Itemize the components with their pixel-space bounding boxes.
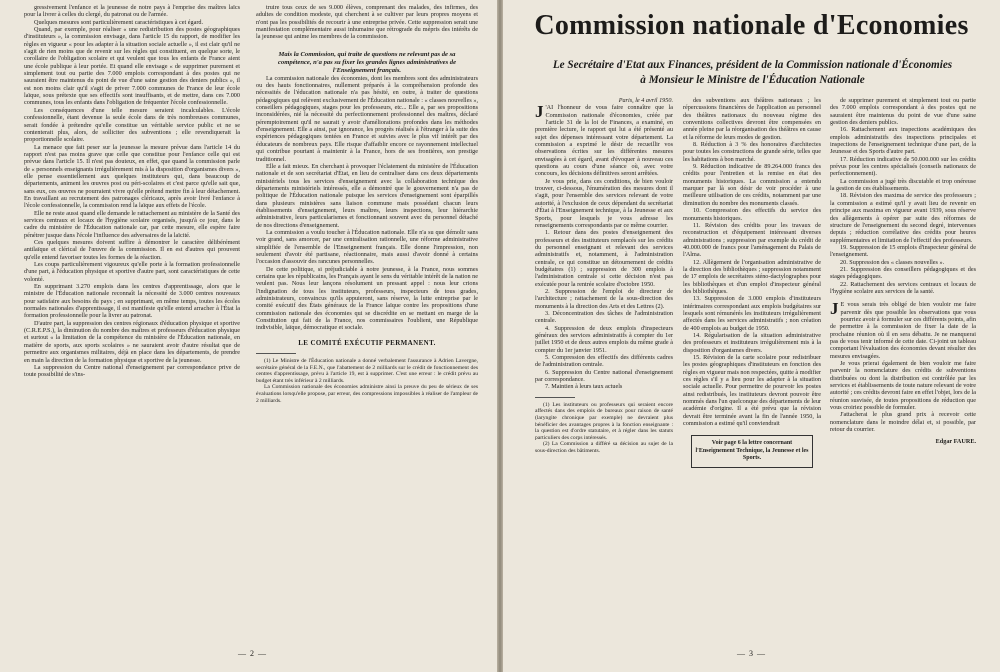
- right-column-3: [830, 97, 976, 645]
- footnote-divider: [256, 353, 296, 354]
- paragraph: D'autre part, la suppression des centres régionaux d'éducation physique et sportive (C.R.E.P.S.), la diminution du nombre des maîtres et professeurs d'éducation physique et surtout « la limitation de la compétence du ministère de l'Éducation nationale, en matière de sports, aux sports scolaires » ne sauraient avoir d'autre résultat que de permettre aux organismes militaires, déjà en place dans les départements, de prendre en main la direction de la formation physique et sportive de la jeunesse.: [24, 319, 240, 364]
- footnote: (1) Le Ministre de l'Éducation nationale a donné verbalement l'assurance à Adrien Lavergne, secrétaire général de la F.E.N., que l'abattement de 2 milliards sur le crédit de fonctionnement des centres d'apprentissage, prévu à l'article 19, est à supprimer. C'est une erreur : le crédit prévu au budget étant très inférieur à 2 milliards.: [256, 358, 478, 384]
- paragraph: 22. Rattachement des services centraux et locaux de l'hygiène scolaire aux services de la santé.: [830, 280, 976, 295]
- paragraph: En supprimant 3.270 emplois dans les centres d'apprentissage, alors que le ministre de l'Éducation nationale reconnaît la nécessité de 3.000 centres nouveaux pour satisfaire aux besoins du pays ; en supprimant, en même temps, toutes les écoles normales nationales d'apprentissage, il est manifeste qu'elle entend arracher à l'État la formation professionnelle pour la livrer au patronat.: [24, 283, 240, 320]
- paragraph: La menace que fait peser sur la jeunesse la mesure prévue dans l'article 14 du rapport n'est pas moins grave que celle que constitue pour l'enfance celle qui est prévue dans l'article 15. Il n'est pas douteux, en effet, que quand la commission parle de « personnels enseignants irrégulièrement mis à la disposition d'organismes divers », elle pense essentiellement aux quelques instituteurs qui, dans beaucoup de départements, animent les œuvres post ou péri-scolaires et c'est parce qu'elle sait que, sans eux, ces œuvres ne pourraient vivre qu'elle prétend mettre fin à leur détachement. En travaillant au recrutement des patronages cléricaux, après avoir livré l'enfance à l'école confessionnelle, la commission rend la laïque aux effets de l'école.: [24, 143, 240, 210]
- subtitle-line-1: Le Secrétaire d'Etat aux Finances, président de la Commission nationale d'Économies: [552, 59, 953, 71]
- page-number-left: — 2 —: [238, 649, 267, 658]
- paragraph: Quelques mesures sont particulièrement caractéristiques à cet égard.: [34, 18, 204, 26]
- paragraph: La commission a voulu toucher à l'Éducation nationale. Elle n'a su que démolir sans voir grand, sans amorcer, par une centralisation rationnelle, une réforme administrative simplifiée de l'ensemble de l'Enseignement français. Elle donne l'impression, non seulement d'avoir été partisane, réactionnaire, mais aussi d'avoir donné à certains l'occasion d'assouvir des rancunes personnelles.: [256, 228, 478, 266]
- footnote: (1) Les instituteurs ou professeurs qui seraient encore affectés dans des emplois de bureaux pour raison de santé (laryngite chronique par exemple) ne devraient plus bénéficier des avantages propres à la fonction enseignante : la question est d'ordre statutaire, et à régler dans les statuts particuliers des corps intéressés.: [535, 401, 673, 441]
- dateline: Paris, le 4 avril 1950.: [618, 97, 673, 104]
- paragraph: 14. Régularisation de la situation administrative des professeurs et instituteurs irrégulièrement mis à la disposition d'organismes divers.: [683, 332, 821, 354]
- paragraph: gressivement l'enfance et la jeunesse de notre pays à l'emprise des maîtres laïcs pour la livrer à celles du clergé, du patronat ou de l'armée.: [24, 4, 240, 19]
- paragraph: 12. Allègement de l'organisation administrative de la direction des bibliothèques ; suppression notamment de 17 emplois de secrétaires sténo-dactylographes pour les bibliothèques et d'un emploi d'inspecteur général des bibliothèques.: [683, 258, 821, 295]
- page-title: Commission nationale d'Economies: [534, 10, 969, 41]
- paragraph: 5. Compression des effectifs des différents cadres de l'administration centrale.: [535, 354, 673, 369]
- paragraph: 3. Déconcentration des tâches de l'administration centrale.: [535, 309, 673, 325]
- paragraph: Les coups particulièrement vigoureux qu'elle porte à la formation professionnelle d'une part, à l'éducation physique et sportive d'autre part, sont caractéristiques de cette volonté.: [24, 261, 240, 283]
- paragraph: truire tous ceux de ses 9.000 élèves, comprenant des malades, des infirmes, des adultes de condition modeste, qui cherchent à se cultiver par leurs propres moyens et n'ont pas les possibilités de recourir à une entreprise privée. Cette suppression serait une manifestation complémentaire aussi inhumaine que rétrograde du mépris des intérêts de la jeunesse qui anime les membres de la commission.: [256, 4, 478, 41]
- left-column-2: [256, 4, 478, 649]
- paragraph: 21. Suppression des conseillers pédagogiques et des stages pédagogiques.: [830, 265, 976, 281]
- paragraph: 8. Réduction à 3 % des honoraires d'architectes pour toutes les constructions de grande série, telles que les habitations à bon marché.: [683, 141, 821, 163]
- paragraph: La suppression du Centre national d'enseignement par correspondance prive de toute possibilité de s'ins-: [24, 363, 240, 379]
- footnote-divider: [535, 397, 575, 398]
- signatory-committee: LE COMITÉ EXÉCUTIF PERMANENT.: [298, 338, 436, 347]
- paragraph: 17. Réduction indicative de 50.000.000 sur les crédits prévus pour les centres spécialisés (conseils nationaux de perfectionnement).: [830, 155, 976, 178]
- right-page: [503, 0, 1000, 672]
- paragraph: Quand, par exemple, pour réaliser « une redistribution des postes géographiques d'instituteurs », la commission envisage, dans l'article 15 du rapport, de modifier les règles en vigueur « pour les adapter à la situation sociale actuelle », il est clair qu'il ne s'agit de rien moins que de revenir sur les règles qui constituent, en quelque sorte, le corollaire de l'obligation scolaire et qui veulent que tous les enfants de France aient une école publique à leur portée. Et quand elle envisage « de supprimer purement et simplement tout ou partie des 7.000 emplois correspondant à des postes qui ne sauraient être maintenus du point de vue d'une saine gestion des deniers publics », il est non moins clair qu'il s'agit de priver 7.000 communes de France de leur école laïque, sous prétexte que ses effectifs sont insuffisants, et de mettre, dans ces 7.000 communes, tous les enfants dans l'obligation de fréquenter l'école confessionnelle.: [24, 26, 240, 107]
- page-subtitle: [525, 58, 980, 88]
- paragraph: 9. Réduction indicative de 89.264.000 francs des crédits pour l'entretien et la remise en état des monuments historiques. La commission a entendu marquer par là son désir de voir procéder à une meilleure utilisation de ces crédits, notamment par une diminution du nombre des monuments classés.: [683, 163, 821, 207]
- signature: Edgar FAURE.: [935, 438, 976, 446]
- paragraph: 1. Retour dans des postes d'enseignement des professeurs et des instituteurs remplacés sur les crédits du personnel enseignant et relevant des services administratifs et, notamment, à l'administration centrale, ce qui constitue un détournement de crédits budgétaires (1) ; suppression de 300 emplois à l'administration centrale si cette décision n'est pas exécutée pour la rentrée scolaire d'octobre 1950.: [535, 229, 673, 288]
- paragraph: La commission nationale des économies, dont les membres sont des administrateurs ou des hauts fonctionnaires, nullement préparés à la compréhension profonde des nécessités de l'éducation nationale n'a pas hésité, en outre, à traiter de questions pédagogiques qui relèvent exclusivement de l'Éducation nationale : « classes nouvelles », conseillers pédagogiques, stages pour les professeurs, etc... Elle a, par ses propositions inconsidérées, nié la nécessité du perfectionnement professionnel des maîtres, déclaré péremptoirement qu'il ne saurait y avoir d'améliorations profondes dans les méthodes d'enseignement. Elle a ainsi, par ignorance, les progrès réalisés à l'étranger à la suite des expériences pédagogiques tentées en France et suivies avec le plus vif intérêt par des éducateurs de nombreux pays. Elle risque d'affaiblir encore ce rayonnement intellectuel qui contribue pourtant à maintenir à la France, hors de ses frontières, son prestige traditionnel.: [256, 74, 478, 163]
- left-column-1: [24, 4, 240, 614]
- paragraph: De cette politique, si préjudiciable à notre jeunesse, à la France, nous sommes certains que les républicains, les Français ayant le sens du véritable intérêt de la nation ne veulent pas. Nous leur lançons résolument un pressant appel : nous leur crions l'indignation de tous les instituteurs, professeurs, inspecteurs de tous grades, administrateurs, convaincus qu'ils appuieront, sans réserve, la lutte entreprise par le comité exécutif des États généraux de la France laïque contre les propositions d'une commission nationale des économies qui se discrédite en se mettant en marge de la Constitution qui fait de la France, nos commissaires l'oublient, une République indivisible, laïque, démocratique et sociale.: [256, 265, 478, 332]
- paragraph: 19. Suppression de 15 emplois d'inspecteur général de l'enseignement.: [830, 243, 976, 259]
- paragraph: J'attacherai le plus grand prix à recevoir cette nomenclature dans le moindre délai et, si possible, par retour du courrier.: [830, 411, 976, 434]
- page-number-right: — 3 —: [737, 649, 766, 658]
- paragraph: 10. Compression des effectifs du service des monuments historiques.: [683, 207, 821, 222]
- footnote: (2) La Commission a différé sa décision au sujet de la sous-direction des bâtiments.: [535, 441, 673, 454]
- paragraph: Je vous prierai également de bien vouloir me faire parvenir la nomenclature des crédits de subventions distribuées ou dont la distribution est contrôlée par les services et établissements de toute nature relevant de votre autorité ; ces crédits devront faire en effet l'objet, lors de la réunion susvisée, de toutes propositions de réduction que vous croiriez possible de formuler.: [830, 360, 976, 412]
- letter-opening: J 'AI l'honneur de vous faire connaître que la Commission nationale d'économies, créée par l'article 31 de la loi de Finances, a examiné, en première lecture, le rapport qui lui a été présenté au sujet des dépenses intéressant votre département. La commission a exprimé le désir de recueillir vos observations écrites sur les différentes mesures envisagées à cet égard, avant d'évoquer à nouveau ces questions au cours d'une séance où, avec votre concours, les décisions définitives seront arrêtées.: [535, 102, 673, 178]
- letter-closing: J E vous serais très obligé de bien vouloir me faire parvenir dès que possible les observations que vous pourriez avoir à formuler sur ces différents points, afin de permettre à la commission de fixer la date de la prochaine réunion où il en sera débattu. Je ne manquerai pas de vous tenir informé de cette date. Ci-joint un tableau comportant l'évaluation des économies devant résulter des mesures envisagées.: [830, 299, 976, 360]
- footnote: La Commission nationale des économies administre ainsi la preuve du peu de sérieux de ses évaluations lorsqu'elle propose, par erreur, des compressions impossibles à réaliser de l'ampleur de 2 milliards.: [256, 384, 478, 404]
- subtitle-line-2: à Monsieur le Ministre de l'Éducation Nationale: [640, 74, 865, 86]
- paragraph: Elle ne reste aussi quand elle demande le rattachement au ministère de la Santé des services centraux et locaux de l'hygiène scolaire organisés, jusqu'à ce jour, dans le cadre du ministère de l'Éducation nationale car, par cette mesure, elle espère faire pénétrer jusque dans l'école l'influence des adversaires de la laïcité.: [24, 209, 240, 239]
- paragraph: 18. Révision des maxima de service des professeurs ; la commission a estimé qu'il y avait lieu de revenir en principe aux maxima en vigueur avant 1939, sous réserve des allègements à opérer par suite des réformes de structure de l'enseignement du second degré, intervenues depuis ; réduction corrélative des crédits pour heures supplémentaires et limitation de l'effectif des professeurs.: [830, 192, 976, 244]
- paragraph: 13. Suppression de 3.000 emplois d'instituteurs intérimaires correspondant aux emplois budgétaires sur lesquels sont rémunérés les instituteurs irrégulièrement affectés dans les services administratifs ; non création de 400 emplois au budget de 1950.: [683, 295, 821, 332]
- paragraph: 15. Révision de la carte scolaire pour redistribuer les postes géographiques d'instituteurs en fonction des règles en vigueur mais non respectées, quitte à modifier ces règles s'il y a lieu pour les adapter à la situation sociale actuelle. Pour permettre de pourvoir les postes ainsi redistribués, les instituteurs devront pouvoir être nommés dans l'un quelconque des départements de leur académie d'origine. Il a été prévu que la révision devrait être terminée avant la fin de l'année 1950, la commission a estimé qu'il conviendrait: [683, 354, 821, 428]
- paragraph: de supprimer purement et simplement tout ou partie des 7.000 emplois correspondant à des postes qui ne sauraient être maintenus du point de vue d'une saine gestion des deniers publics.: [830, 97, 976, 127]
- section-subhead: Mais la Commission, qui traite de questions ne relevant pas de sa compétence, n'a pas su fixer les grandes lignes administratives de l'Enseignement français.: [277, 50, 457, 74]
- paragraph: 4. Suppression de deux emplois d'inspecteurs généraux des services administratifs à compter du 1er juillet 1950 et de deux autres emplois du même grade à compter du 1er janvier 1951.: [535, 324, 673, 354]
- paragraph: 6. Suppression du Centre national d'enseignement par correspondance.: [535, 368, 673, 384]
- paragraph: 20. Suppression des « classes nouvelles ».: [840, 258, 945, 266]
- drop-cap: J: [535, 102, 544, 122]
- paragraph: Je vous prie, dans ces conditions, de bien vouloir trouver, ci-dessous, l'énumération des mesures dont il s'agit, pour l'ensemble des services relevant de votre autorité, à l'exclusion de ceux dépendant du secrétariat d'État à l'Enseignement technique, à la Jeunesse et aux Sports, pour lesquels je vous adresse les renseignements correspondants par ce même courrier.: [535, 177, 673, 229]
- paragraph: Les conséquences d'une telle mesure seraient incalculables. L'école confessionnelle, étant devenue la seule école dans de très nombreuses communes, serait fondée à prétendre qu'elle constitue un véritable service public et ne se contenterait plus, alors, de solliciter des subventions ; elle revendiquerait la proportionnelle scolaire.: [24, 106, 240, 144]
- right-column-2: [683, 97, 821, 645]
- left-page: [0, 0, 497, 672]
- right-column-1: [535, 97, 673, 645]
- paragraph: 2. Suppression de l'emploi de directeur de l'architecture ; rattachement de la sous-direction des monuments à la direction des Arts et des Lettres (2).: [535, 287, 673, 310]
- see-page-notice: Voir page 6 la lettre concernant l'Enseignement Technique, la Jeunesse et les Sports.: [691, 435, 813, 468]
- paragraph: Elle a fait mieux. En cherchant à provoquer l'éclatement du ministère de l'Éducation nationale et de son secrétariat d'État, en lieu de centraliser dans ces deux départements ministériels tous les services d'enseignement avec la collaboration technique des départements ministériels intéressés, elle a démontré que le gouvernement n'a pas de politique de l'Éducation nationale puisque les services d'enseignement sont éparpillés dans plusieurs ministères sans liaison commune mais possédant chacun leurs établissements d'enseignement, leurs maîtres, leurs inspections, leur hiérarchie administrative, leurs particularismes et fonctionnant souvent avec du personnel détaché de nos directions d'enseignement.: [256, 162, 478, 229]
- paragraph: 11. Révision des crédits pour les travaux de reconstruction et d'équipement intéressant diverses administrations ; suppression par exemple du crédit de 40.000.000 de francs pour l'aménagement du Palais de l'Alma.: [683, 221, 821, 259]
- paragraph: 16. Rattachement aux inspections académiques des emplois administratifs des inspections principales et inspections de l'enseignement technique d'une part, de la Jeunesse et des Sports d'autre part.: [830, 126, 976, 156]
- paragraph: des subventions aux théâtres nationaux ; les répercussions financières de l'application au personnel des théâtres nationaux du nouveau régime des conventions collectives devront être compensées en année pleine par la réorganisation des théâtres en cause et la réforme de leurs modes de gestion.: [683, 97, 821, 141]
- drop-cap: J: [830, 299, 839, 319]
- paragraph: 7. Maintien à leurs taux actuels: [545, 383, 623, 391]
- paragraph: Ces quelques mesures doivent suffire à démontrer le caractère délibérément antilaïque et clérical de l'œuvre de la commission. Il en est d'autres qui prouvent qu'elle entend favoriser toutes les formes de la réaction.: [24, 239, 240, 261]
- paragraph: La commission a jugé très discutable et trop onéreuse la gestion de ces établissements.: [830, 177, 976, 193]
